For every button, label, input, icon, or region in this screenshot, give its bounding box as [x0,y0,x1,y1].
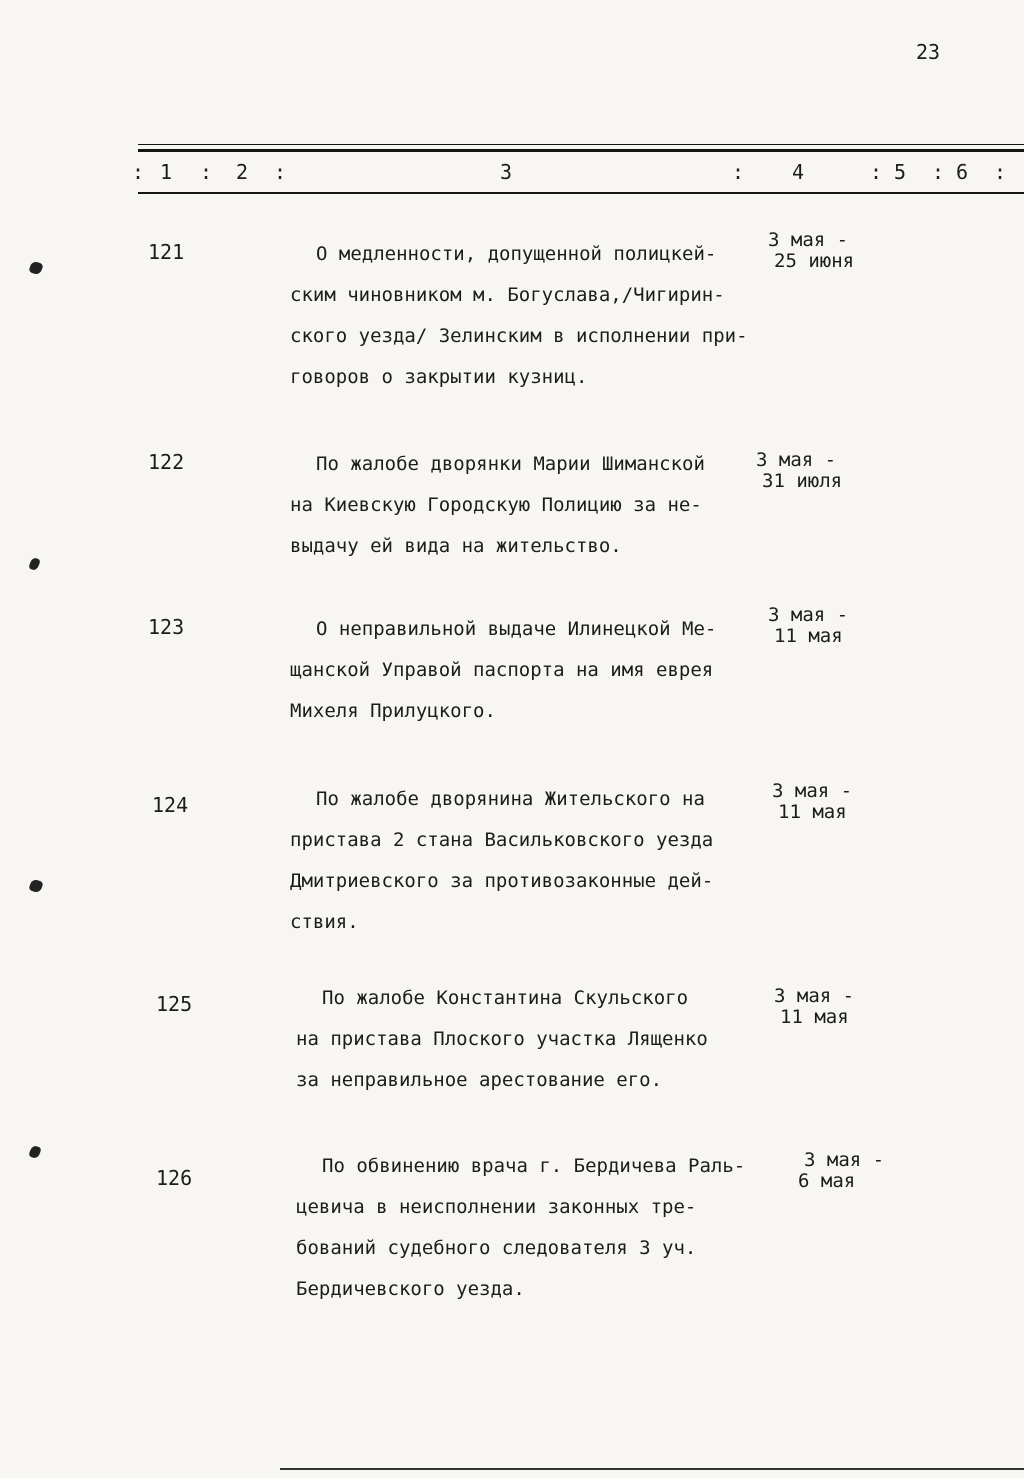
description-line: По обвинению врача г. Бердичева Раль- [322,1155,746,1177]
entry-number: 122 [148,450,185,474]
entry-number: 124 [152,793,189,817]
column-separator: : [200,160,213,184]
description-line: пристава 2 стана Васильковского уезда [290,829,714,851]
description-line: По жалобе Константина Скульского [322,987,689,1009]
entry-description [296,1146,776,1310]
date-start: 3 мая - [768,604,849,626]
binder-hole-mark [28,557,41,571]
entry-number: 123 [148,615,185,639]
entry-description [290,234,770,398]
date-end: 11 мая [780,1006,849,1028]
description-line: выдачу ей вида на жительство. [290,535,622,557]
entry-dates [756,450,842,492]
description-line: на Киевскую Городскую Полицию за не- [290,494,702,516]
column-header-2: 2 [236,160,249,184]
description-line: О медленности, допущенной полицкей- [316,243,717,265]
binder-hole-mark [28,260,43,275]
column-header-5: 5 [894,160,907,184]
entry-dates [798,1149,885,1192]
column-header-4: 4 [792,160,805,184]
column-separator: : [274,160,287,184]
column-header-6: 6 [956,160,969,184]
entry-description [290,779,770,943]
entry-number: 125 [156,992,193,1016]
description-line: О неправильной выдаче Илинецкой Ме- [316,618,717,640]
description-line: цевича в неисполнении законных тре- [296,1196,697,1218]
description-line: ским чиновником м. Богуслава,/Чигирин- [290,284,725,306]
entry-description [290,444,770,567]
column-separator: : [994,160,1007,184]
table-header-bottom-rule [138,192,1024,194]
date-start: 3 мая - [772,780,853,802]
date-end: 31 июля [762,470,843,492]
description-line: щанской Управой паспорта на имя еврея [290,659,714,681]
entry-number: 126 [156,1166,193,1190]
table-header [0,160,1024,186]
description-line: на пристава Плоского участка Лященко [296,1028,708,1050]
date-start: 3 мая - [804,1149,885,1171]
date-start: 3 мая - [768,229,849,251]
description-line: Дмитриевского за противозаконные дей- [290,870,714,892]
entry-description [296,978,776,1101]
date-end: 6 мая [798,1170,856,1192]
description-line: ского уезда/ Зелинским в исполнении при- [290,325,748,347]
entry-description [290,609,770,732]
date-end: 11 мая [778,801,847,823]
description-line: говоров о закрытии кузниц. [290,366,588,388]
entry-number: 121 [148,240,185,264]
entry-dates [768,605,848,647]
date-end: 11 мая [774,625,843,647]
binder-hole-mark [28,1145,42,1160]
description-line: По жалобе дворянки Марии Шиманской [316,453,705,475]
date-end: 25 июня [774,250,855,272]
binder-hole-mark [28,878,43,893]
column-separator: : [932,160,945,184]
entry-dates [774,986,854,1028]
column-separator: : [870,160,883,184]
column-header-3: 3 [500,160,513,184]
description-line: Бердичевского уезда. [296,1278,525,1300]
description-line: По жалобе дворянина Жительского на [316,788,705,810]
page-number: 23 [916,40,941,64]
description-line: Михеля Прилуцкого. [290,700,496,722]
table-top-thin-rule [138,144,1024,145]
date-start: 3 мая - [774,985,855,1007]
description-line: ствия. [290,911,359,933]
column-header-1: 1 [160,160,173,184]
date-start: 3 мая - [756,449,837,471]
description-line: за неправильное арестование его. [296,1069,663,1091]
table-top-rule [138,149,1024,152]
entry-dates [772,781,852,823]
entry-dates [768,230,854,272]
column-separator: : [732,160,745,184]
column-separator: : [132,160,145,184]
page-bottom-rule [280,1468,1024,1470]
description-line: бований судебного следователя 3 уч. [296,1237,697,1259]
